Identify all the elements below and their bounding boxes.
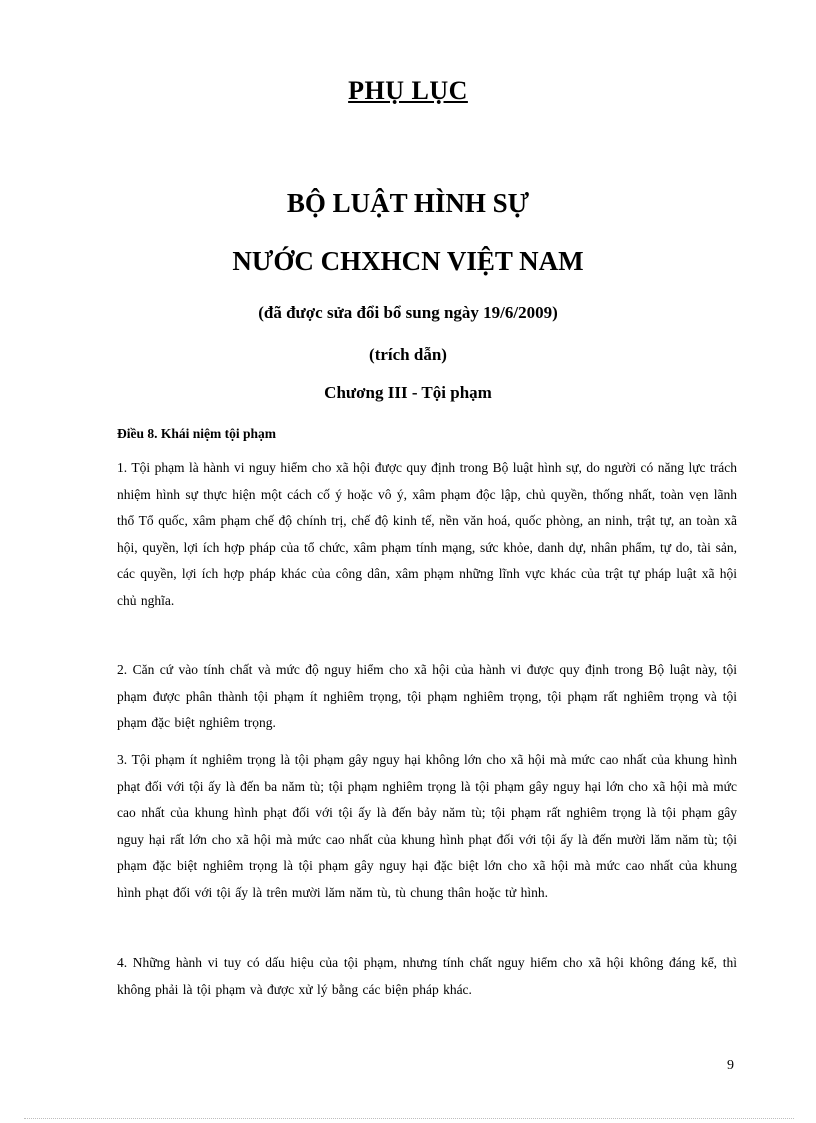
article-heading: Điều 8. Khái niệm tội phạm bbox=[117, 426, 277, 441]
law-title-line2: NƯỚC CHXHCN VIỆT NAM bbox=[232, 246, 584, 276]
article-paragraph-1: 1. Tội phạm là hành vi nguy hiểm cho xã hội được quy định trong Bộ luật hình sự, do người có năng lực trách nhiệm hình sự thực hiện một cách cố ý hoặc vô ý, xâm phạm độc lập, chủ quyền, thống nhất, toàn vẹn lãnh thổ Tổ quốc, xâm phạm chế độ chính trị, chế độ kinh tế, nền văn hoá, quốc phòng, an ninh, trật tự, an toàn xã hội, quyền, lợi ích hợp pháp của tổ chức, xâm phạm tính mạng, sức khỏe, danh dự, nhân phẩm, tự do, tài sản, các quyền, lợi ích hợp pháp khác của công dân, xâm phạm những lĩnh vực khác của trật tự pháp luật xã hội chủ nghĩa. bbox=[117, 460, 737, 608]
amendment-note: (đã được sửa đổi bổ sung ngày 19/6/2009) bbox=[258, 303, 558, 322]
page-number: 9 bbox=[727, 1058, 734, 1073]
article-paragraph-2: 2. Căn cứ vào tính chất và mức độ nguy hiểm cho xã hội của hành vi được quy định trong Bộ luật này, tội phạm được phân thành tội phạm ít nghiêm trọng, tội phạm nghiêm trọng, tội phạm rất nghiêm trọng và tội phạm đặc biệt nghiêm trọng. bbox=[117, 662, 737, 730]
article-paragraph-3: 3. Tội phạm ít nghiêm trọng là tội phạm gây nguy hại không lớn cho xã hội mà mức cao nhất của khung hình phạt đối với tội ấy là đến ba năm tù; tội phạm nghiêm trọng là tội phạm gây nguy hại lớn cho xã hội mà mức cao nhất của khung hình phạt đối với tội ấy là đến bảy năm tù; tội phạm rất nghiêm trọng là tội phạm gây nguy hại rất lớn cho xã hội mà mức cao nhất của khung hình phạt đối với tội ấy là đến mười lăm năm tù; tội phạm đặc biệt nghiêm trọng là tội phạm gây nguy hại đặc biệt lớn cho xã hội mà mức cao nhất của khung hình phạt đối với tội ấy là trên mười lăm năm tù, tù chung thân hoặc tử hình. bbox=[117, 752, 737, 900]
law-title-line1: BỘ LUẬT HÌNH SỰ bbox=[286, 188, 530, 218]
page-bottom-divider bbox=[24, 1118, 794, 1119]
appendix-title: PHỤ LỤC bbox=[348, 76, 468, 105]
excerpt-note: (trích dẫn) bbox=[369, 345, 447, 364]
chapter-heading: Chương III - Tội phạm bbox=[324, 383, 492, 402]
article-paragraph-4: 4. Những hành vi tuy có dấu hiệu của tội phạm, nhưng tính chất nguy hiểm cho xã hội không đáng kể, thì không phải là tội phạm và được xử lý bằng các biện pháp khác. bbox=[117, 955, 737, 997]
